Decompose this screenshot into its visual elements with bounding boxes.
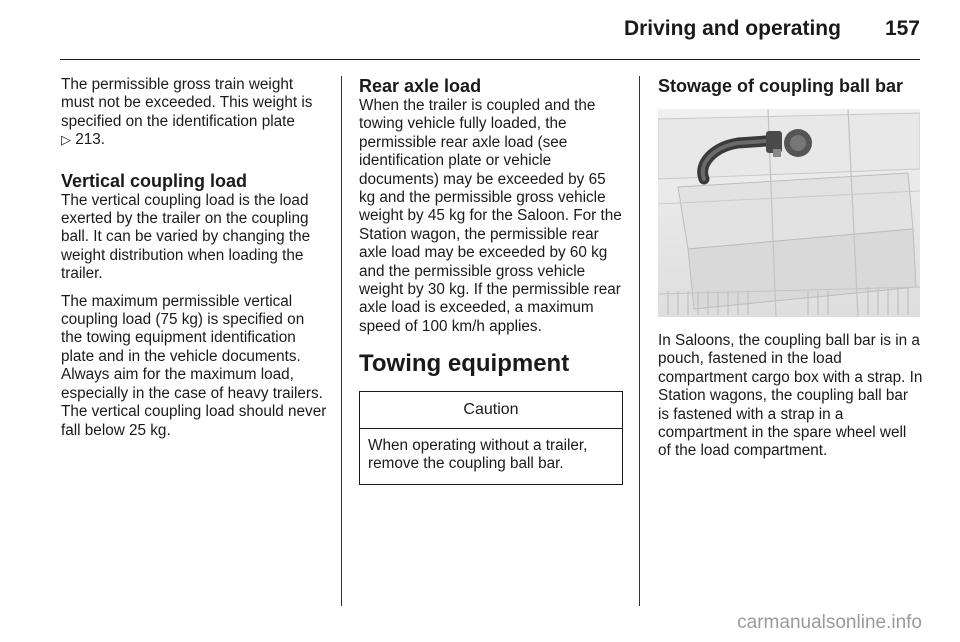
header-rule xyxy=(60,59,920,60)
coupling-ball-bar-illustration xyxy=(658,109,920,317)
column-middle xyxy=(359,76,625,485)
column-right xyxy=(658,76,923,470)
paragraph-text: The permissible gross train weight must not be exceeded. This weight is specified on the identification plate xyxy=(61,76,313,130)
page-number: 157 xyxy=(884,17,920,40)
paragraph: The vertical coupling load is the load exerted by the trailer on the coupling ball. It can be varied by changing the weight distribution when loading the trailer. xyxy=(61,191,311,283)
illustration-svg xyxy=(658,109,920,317)
caution-box xyxy=(359,391,623,484)
watermark: carmanualsonline.info xyxy=(737,612,922,633)
page-header xyxy=(624,17,920,49)
paragraph xyxy=(61,76,329,150)
column-divider-1 xyxy=(341,76,342,606)
section-title: Driving and operating xyxy=(623,17,841,40)
column-divider-2 xyxy=(639,76,640,606)
paragraph: In Saloons, the coupling ball bar is in a pouch, fastened in the load compartment cargo box with a strap. In Station wagons, the coupling ball bar is fastened with a strap in a compartment in the spare wheel well of the load compartment. xyxy=(658,332,923,460)
page-reference[interactable]: 213. xyxy=(75,131,106,149)
paragraph: The maximum permissible vertical coupling load (75 kg) is specified on the towing equipment identification plate and in the vehicle documents. Always aim for the maximum load, especially in the case of heavy trailers. The vertical coupling load should never fall below 25 kg. xyxy=(61,292,327,439)
heading-stowage: Stowage of coupling ball bar xyxy=(658,76,904,96)
arrow-ref-icon[interactable]: ▷ xyxy=(61,132,71,148)
heading-rear-axle-load: Rear axle load xyxy=(359,76,482,96)
heading-vertical-coupling-load: Vertical coupling load xyxy=(61,170,248,191)
column-left xyxy=(61,76,329,449)
heading-towing-equipment: Towing equipment xyxy=(359,350,570,378)
caution-title: Caution xyxy=(360,392,622,428)
paragraph: When the trailer is coupled and the towing vehicle fully loaded, the permissible rear axle load (see identification plate or vehicle documents) may be exceeded by 65 kg and the permissible gross vehicle weight by 45 kg for the Saloon. For the Station wagon, the permissible rear axle load may be exceeded by 60 kg and the permissible gross vehicle weight by 30 kg. If the permissible rear axle load is exceeded, a maximum speed of 100 km/h applies. xyxy=(359,97,622,335)
caution-text: When operating without a trailer, remove the coupling ball bar. xyxy=(368,436,588,473)
